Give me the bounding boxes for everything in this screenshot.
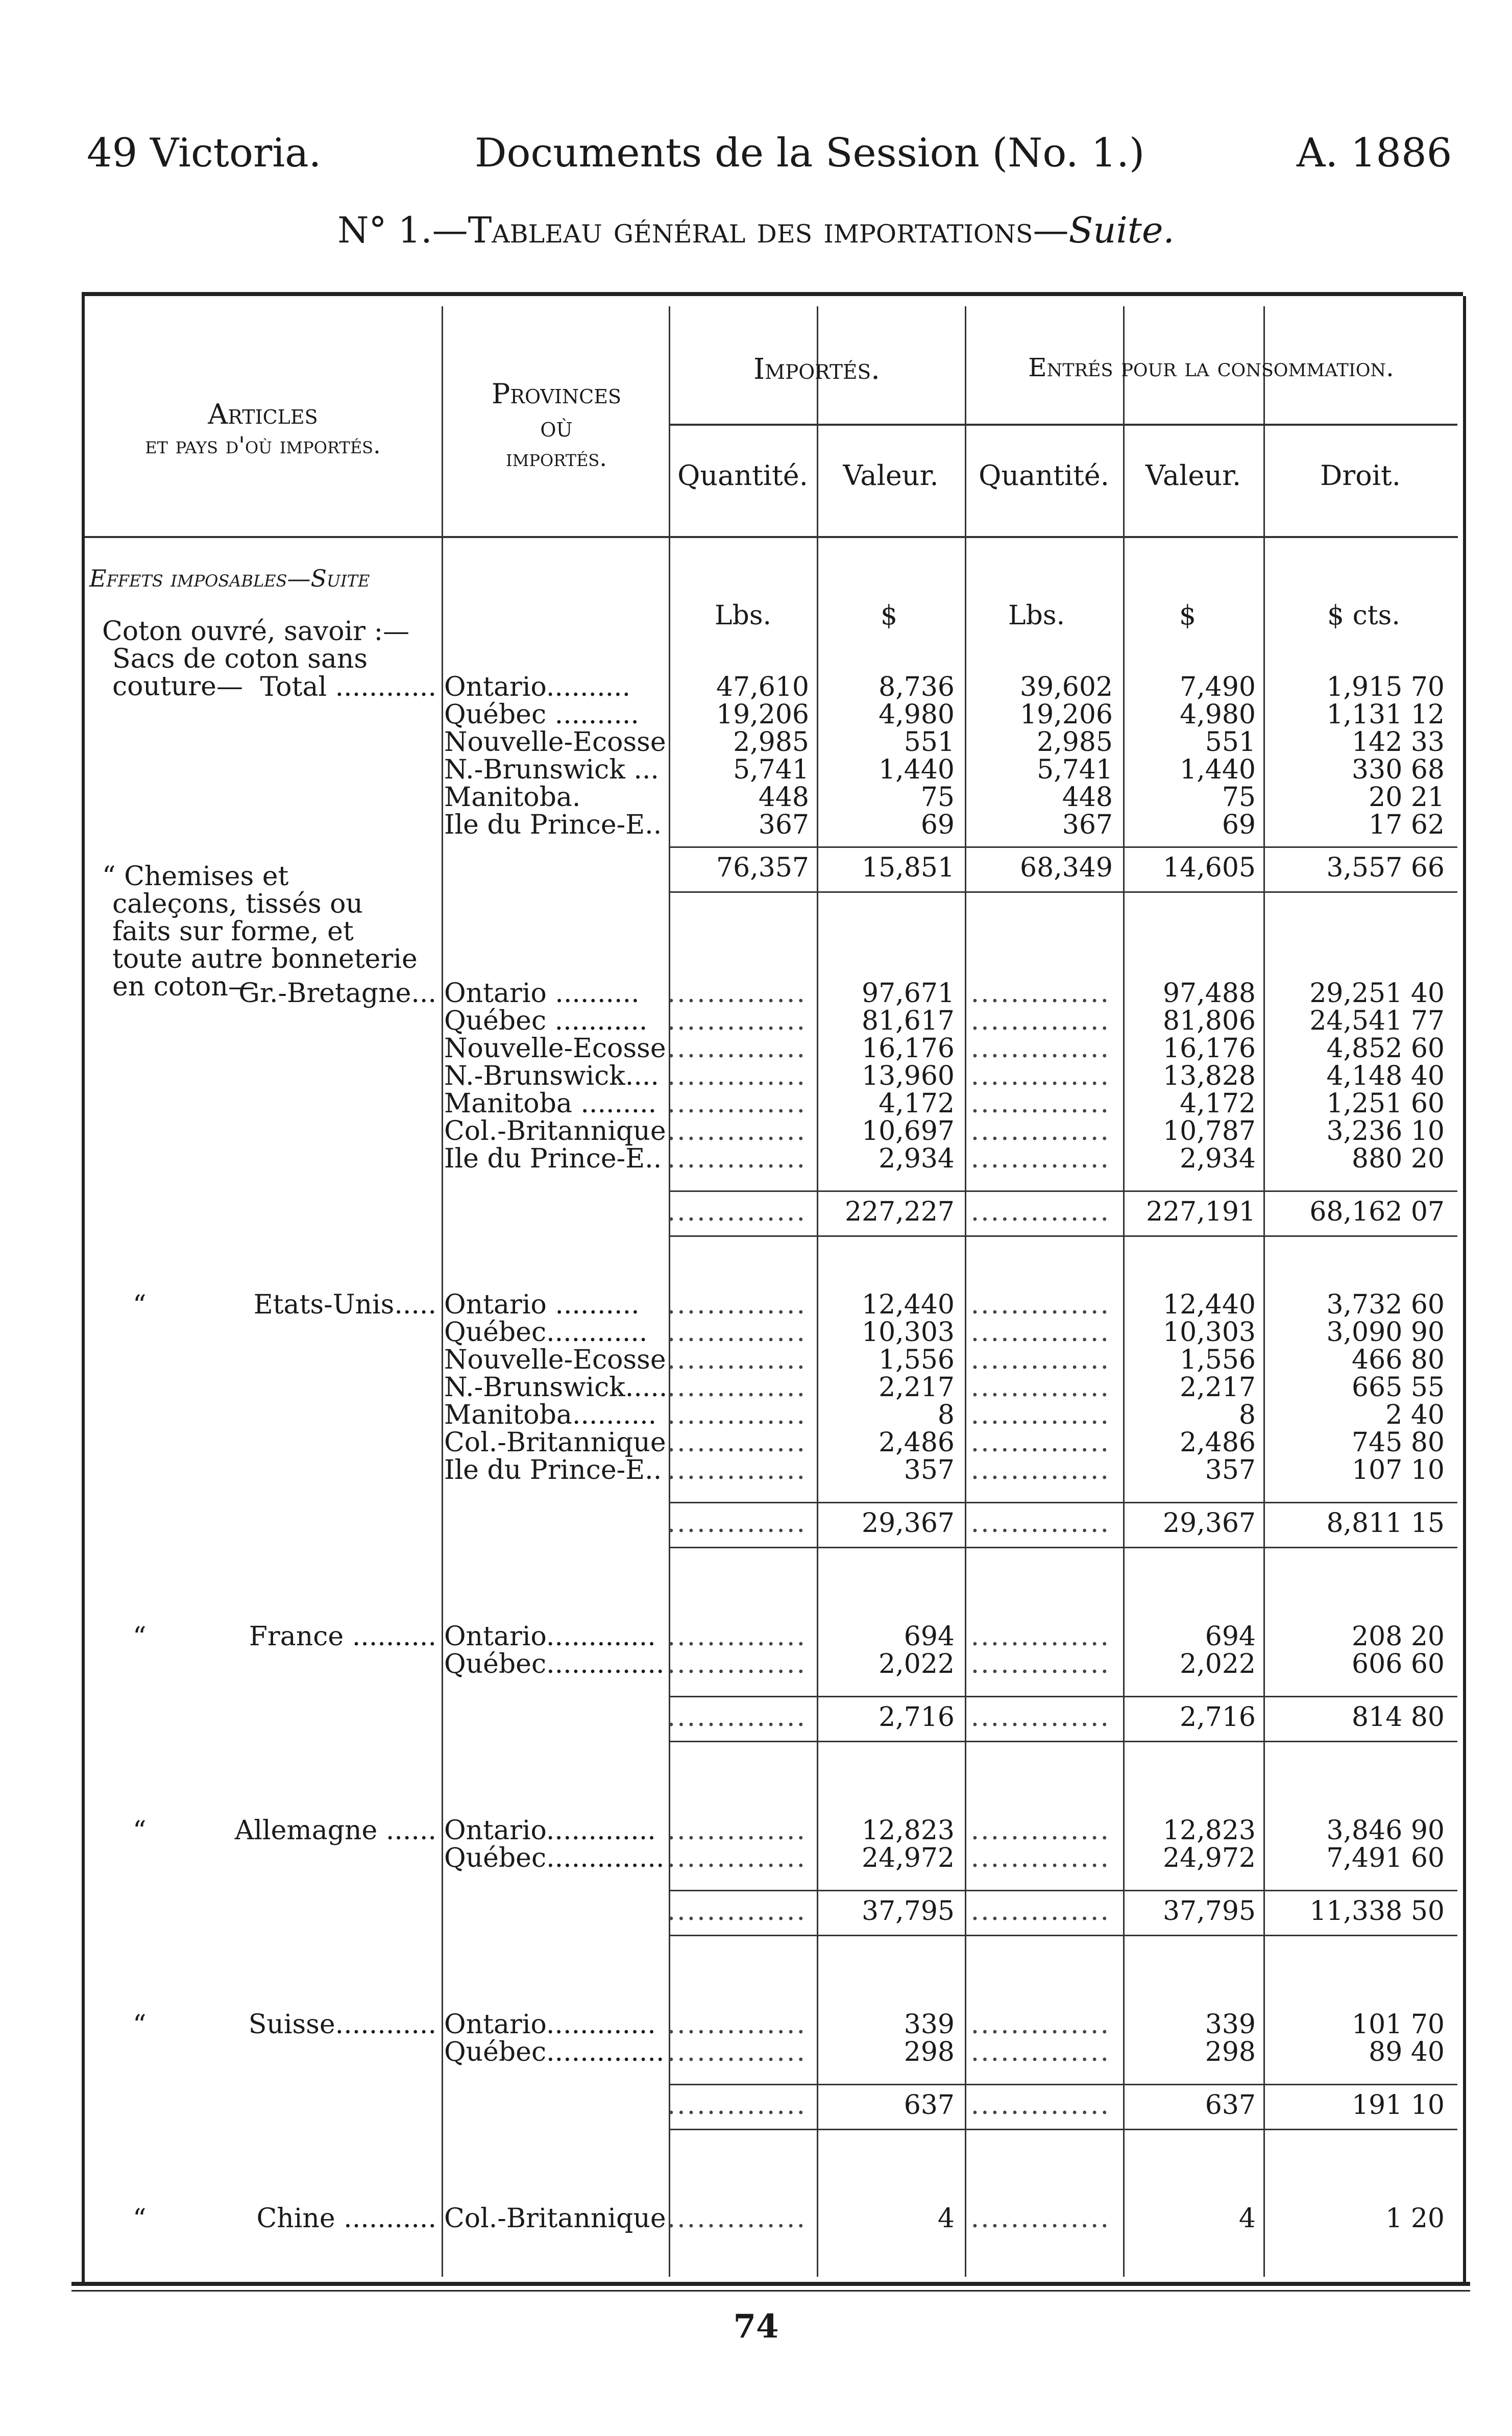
table-cell-q2: .............. [970, 2009, 1110, 2040]
col-header-provinces: Provinces où importés. [492, 378, 621, 472]
total-cell-v: 227,227 [844, 1197, 955, 1227]
province-name: Ile du Prince-E.. [444, 810, 662, 840]
province-name: Québec ........... [444, 1006, 648, 1036]
table-cell-q: .............. [667, 1116, 807, 1147]
table-cell-q: .............. [667, 1289, 807, 1320]
country-label: Suisse............ [248, 2009, 436, 2040]
total-cell-v2: 14,605 [1163, 852, 1256, 883]
table-cell-q2: .............. [970, 1843, 1110, 1873]
total-cell-v2: 37,795 [1163, 1896, 1256, 1927]
col-divider-1 [442, 306, 443, 2277]
table-cell-d: 3,846 90 [1326, 1815, 1445, 1846]
total-cell-q: .............. [667, 2090, 807, 2121]
province-name: Québec .......... [444, 699, 639, 730]
table-cell-v2: 357 [1205, 1455, 1256, 1485]
col-header-imported: Importés. [753, 353, 880, 386]
table-cell-v2: 551 [1205, 727, 1256, 758]
table-cell-v: 24,972 [862, 1843, 955, 1873]
total-cell-v: 29,367 [862, 1508, 955, 1539]
table-cell-q2: 448 [1062, 782, 1113, 813]
table-cell-q: .............. [667, 1372, 807, 1403]
total-top-rule [669, 1890, 1457, 1891]
unit-lbs: Lbs. [715, 600, 772, 631]
table-cell-v: 2,022 [879, 1649, 955, 1679]
table-cell-v: 1,556 [879, 1345, 955, 1375]
table-cell-d: 142 33 [1352, 727, 1445, 758]
total-bottom-rule [669, 1741, 1457, 1742]
table-cell-d: 3,236 10 [1326, 1116, 1445, 1147]
page-title [0, 209, 1512, 251]
col-divider-4 [965, 306, 966, 2277]
table-cell-q: .............. [667, 1345, 807, 1375]
total-cell-d: 8,811 15 [1326, 1508, 1445, 1539]
table-cell-q2: .............. [970, 1116, 1110, 1147]
province-name: Manitoba. [444, 782, 581, 813]
table-cell-d: 3,090 90 [1326, 1317, 1445, 1348]
unit-dollar: $ [881, 600, 898, 631]
table-cell-v2: 10,303 [1163, 1317, 1256, 1348]
total-top-rule [669, 1502, 1457, 1503]
table-cell-q2: .............. [970, 1649, 1110, 1679]
table-cell-d: 1,915 70 [1326, 672, 1445, 702]
table-cell-v: 2,486 [879, 1427, 955, 1458]
total-cell-q: .............. [667, 1508, 807, 1539]
table-cell-v: 4 [937, 2203, 955, 2234]
table-cell-q2: .............. [970, 1317, 1110, 1348]
header-bottom-rule [85, 536, 1458, 538]
article-ditto: “ [133, 2204, 147, 2234]
table-cell-q: .............. [667, 1143, 807, 1174]
table-cell-q: .............. [667, 1061, 807, 1091]
table-cell-q: .............. [667, 1317, 807, 1348]
table-cell-v: 694 [904, 1621, 955, 1652]
table-cell-q2: .............. [970, 1143, 1110, 1174]
header-center: Documents de la Session (No. 1.) [475, 130, 1145, 176]
table-cell-v2: 7,490 [1180, 672, 1256, 702]
province-name: Nouvelle-Ecosse [444, 1033, 666, 1064]
total-top-rule [669, 1190, 1457, 1192]
table-cell-v: 10,303 [862, 1317, 955, 1348]
table-cell-q: .............. [667, 1649, 807, 1679]
total-bottom-rule [669, 2129, 1457, 2130]
province-name: Ontario............. [444, 2009, 656, 2040]
table-cell-v2: 2,217 [1180, 1372, 1256, 1403]
table-cell-q: .............. [667, 1843, 807, 1873]
table-cell-q: .............. [667, 2037, 807, 2067]
table-cell-v: 339 [904, 2009, 955, 2040]
table-top-rule [82, 292, 1463, 296]
total-cell-q2: .............. [970, 1197, 1110, 1227]
table-cell-q: 2,985 [733, 727, 809, 758]
table-cell-v2: 339 [1205, 2009, 1256, 2040]
table-cell-q2: .............. [970, 1061, 1110, 1091]
province-name: Manitoba ......... [444, 1088, 657, 1119]
province-name: N.-Brunswick..... [444, 1372, 668, 1403]
table-cell-q: .............. [667, 1006, 807, 1036]
table-cell-v: 12,440 [862, 1289, 955, 1320]
col-header-qty2: Quantité. [979, 459, 1109, 492]
province-name: Ontario .......... [444, 978, 640, 1009]
total-bottom-rule [669, 891, 1457, 893]
table-cell-q2: .............. [970, 1088, 1110, 1119]
table-cell-v2: 2,934 [1180, 1143, 1256, 1174]
article-label: Coton ouvré, savoir :— Sacs de coton sans couture— [102, 616, 410, 702]
table-cell-q: 367 [758, 810, 809, 840]
province-name: Québec.............. [444, 2037, 665, 2067]
table-cell-v: 97,671 [862, 978, 955, 1009]
total-cell-q2: .............. [970, 2090, 1110, 2121]
table-cell-v2: 1,440 [1180, 754, 1256, 785]
header-subrule [669, 424, 1457, 426]
province-name: Québec.............. [444, 1649, 665, 1679]
header-right: A. 1886 [1297, 130, 1452, 176]
table-cell-v2: 81,806 [1163, 1006, 1256, 1036]
table-cell-v: 75 [920, 782, 955, 813]
total-top-rule [669, 1696, 1457, 1697]
table-cell-q: .............. [667, 2009, 807, 2040]
table-cell-q2: .............. [970, 1372, 1110, 1403]
table-cell-v2: 1,556 [1180, 1345, 1256, 1375]
table-cell-q: .............. [667, 1815, 807, 1846]
total-top-rule [669, 846, 1457, 848]
col-divider-6 [1263, 306, 1265, 2277]
total-cell-v: 637 [904, 2090, 955, 2121]
total-bottom-rule [669, 1547, 1457, 1548]
table-cell-q2: .............. [970, 1427, 1110, 1458]
province-name: Ile du Prince-E.. [444, 1143, 662, 1174]
province-name: Ontario............. [444, 1815, 656, 1846]
table-cell-v2: 75 [1222, 782, 1256, 813]
province-name: Ontario.......... [444, 672, 631, 702]
table-cell-v2: 2,022 [1180, 1649, 1256, 1679]
table-cell-q2: .............. [970, 2203, 1110, 2234]
table-cell-d: 20 21 [1369, 782, 1445, 813]
total-cell-d: 11,338 50 [1309, 1896, 1445, 1927]
table-bottom-rule [71, 2282, 1470, 2286]
province-name: Col.-Britannique [444, 1427, 666, 1458]
total-cell-q2: 68,349 [1020, 852, 1113, 883]
province-name: N.-Brunswick ... [444, 754, 659, 785]
table-cell-q2: 39,602 [1020, 672, 1113, 702]
total-cell-v2: 2,716 [1180, 1702, 1256, 1733]
total-cell-d: 68,162 07 [1309, 1197, 1445, 1227]
table-cell-q2: .............. [970, 2037, 1110, 2067]
table-cell-v2: 13,828 [1163, 1061, 1256, 1091]
table-cell-v2: 694 [1205, 1621, 1256, 1652]
province-name: Québec.............. [444, 1843, 665, 1873]
article-ditto: “ [133, 1816, 147, 1846]
table-cell-v: 13,960 [862, 1061, 955, 1091]
table-cell-q2: .............. [970, 1455, 1110, 1485]
total-cell-d: 191 10 [1352, 2090, 1445, 2121]
table-cell-q: 448 [758, 782, 809, 813]
table-cell-v2: 4 [1238, 2203, 1256, 2234]
total-cell-d: 3,557 66 [1326, 852, 1445, 883]
table-cell-v: 357 [904, 1455, 955, 1485]
table-cell-q: 5,741 [733, 754, 809, 785]
table-cell-d: 665 55 [1352, 1372, 1445, 1403]
table-cell-d: 1,131 12 [1326, 699, 1445, 730]
table-cell-q: 19,206 [716, 699, 809, 730]
province-name: Col.-Britannique [444, 1116, 666, 1147]
table-cell-d: 330 68 [1352, 754, 1445, 785]
province-name: Nouvelle-Ecosse [444, 727, 666, 758]
table-cell-v: 2,934 [879, 1143, 955, 1174]
table-cell-v: 16,176 [862, 1033, 955, 1064]
total-cell-v: 15,851 [862, 852, 955, 883]
table-cell-q: .............. [667, 1621, 807, 1652]
table-cell-d: 89 40 [1369, 2037, 1445, 2067]
page-number: 74 [733, 2307, 779, 2346]
table-cell-v2: 4,980 [1180, 699, 1256, 730]
total-cell-q: 76,357 [716, 852, 809, 883]
table-cell-q: .............. [667, 1400, 807, 1430]
country-label: Gr.-Bretagne... [238, 978, 436, 1009]
table-cell-v2: 24,972 [1163, 1843, 1256, 1873]
total-cell-v2: 227,191 [1145, 1197, 1256, 1227]
table-cell-v2: 12,440 [1163, 1289, 1256, 1320]
table-cell-v: 12,823 [862, 1815, 955, 1846]
country-label: Total ............ [260, 672, 436, 702]
table-cell-d: 745 80 [1352, 1427, 1445, 1458]
table-cell-q: 47,610 [716, 672, 809, 702]
table-cell-d: 24,541 77 [1309, 1006, 1445, 1036]
col-header-qty: Quantité. [677, 459, 808, 492]
province-name: Col.-Britannique [444, 2203, 666, 2234]
country-label: France .......... [249, 1621, 436, 1652]
table-cell-q2: .............. [970, 978, 1110, 1009]
total-cell-q2: .............. [970, 1702, 1110, 1733]
total-cell-q2: .............. [970, 1508, 1110, 1539]
table-cell-v: 4,172 [879, 1088, 955, 1119]
province-name: Ile du Prince-E.. [444, 1455, 662, 1485]
table-cell-d: 880 20 [1352, 1143, 1445, 1174]
table-cell-q2: 5,741 [1037, 754, 1113, 785]
table-cell-q2: 367 [1062, 810, 1113, 840]
country-label: Etats-Unis..... [253, 1289, 436, 1320]
col-header-entered: Entrés pour la consommation. [1028, 353, 1394, 382]
table-cell-v: 8,736 [879, 672, 955, 702]
total-cell-v: 2,716 [879, 1702, 955, 1733]
col-header-value2: Valeur. [1145, 459, 1241, 492]
table-cell-v2: 97,488 [1163, 978, 1256, 1009]
table-cell-v: 81,617 [862, 1006, 955, 1036]
table-cell-v2: 4,172 [1180, 1088, 1256, 1119]
table-cell-q2: .............. [970, 1400, 1110, 1430]
table-cell-v: 298 [904, 2037, 955, 2067]
table-cell-v2: 2,486 [1180, 1427, 1256, 1458]
table-cell-d: 107 10 [1352, 1455, 1445, 1485]
table-cell-q: .............. [667, 1455, 807, 1485]
article-ditto: “ [133, 1622, 147, 1652]
unit-cts: $ cts. [1327, 600, 1400, 631]
table-frame [82, 296, 1466, 2282]
unit-dollar2: $ [1179, 600, 1197, 631]
col-header-value: Valeur. [843, 459, 939, 492]
table-cell-d: 101 70 [1352, 2009, 1445, 2040]
table-cell-v: 10,697 [862, 1116, 955, 1147]
total-cell-q2: .............. [970, 1896, 1110, 1927]
total-top-rule [669, 2084, 1457, 2085]
province-name: Manitoba.......... [444, 1400, 657, 1430]
table-cell-q: .............. [667, 1088, 807, 1119]
total-cell-d: 814 80 [1352, 1702, 1445, 1733]
province-name: N.-Brunswick.... [444, 1061, 659, 1091]
table-cell-d: 4,148 40 [1326, 1061, 1445, 1091]
province-name: Nouvelle-Ecosse [444, 1345, 666, 1375]
total-bottom-rule [669, 1935, 1457, 1936]
table-cell-q2: .............. [970, 1621, 1110, 1652]
total-bottom-rule [669, 1235, 1457, 1237]
total-cell-v2: 637 [1205, 2090, 1256, 2121]
country-label: Allemagne ...... [234, 1815, 436, 1846]
total-cell-q: .............. [667, 1702, 807, 1733]
table-cell-q2: .............. [970, 1815, 1110, 1846]
country-label: Chine ........... [256, 2203, 436, 2234]
table-cell-q: .............. [667, 1427, 807, 1458]
table-cell-v2: 8 [1238, 1400, 1256, 1430]
table-cell-d: 466 80 [1352, 1345, 1445, 1375]
table-cell-q2: .............. [970, 1345, 1110, 1375]
table-cell-q2: .............. [970, 1033, 1110, 1064]
col-header-articles: Articles et pays d'où importés. [145, 398, 381, 459]
title-main: Tableau général des importations— [468, 209, 1069, 251]
province-name: Ontario .......... [444, 1289, 640, 1320]
table-cell-d: 208 20 [1352, 1621, 1445, 1652]
table-cell-q2: 19,206 [1020, 699, 1113, 730]
table-cell-d: 1,251 60 [1326, 1088, 1445, 1119]
table-cell-d: 17 62 [1369, 810, 1445, 840]
total-cell-q: .............. [667, 1197, 807, 1227]
table-cell-v2: 12,823 [1163, 1815, 1256, 1846]
table-cell-v: 1,440 [879, 754, 955, 785]
table-cell-d: 3,732 60 [1326, 1289, 1445, 1320]
total-cell-v2: 29,367 [1163, 1508, 1256, 1539]
table-cell-d: 4,852 60 [1326, 1033, 1445, 1064]
total-cell-v: 37,795 [862, 1896, 955, 1927]
title-suffix: Suite. [1068, 209, 1175, 251]
table-cell-v: 4,980 [879, 699, 955, 730]
table-cell-d: 2 40 [1385, 1400, 1445, 1430]
section-title: Effets imposables—Suite [89, 565, 370, 592]
table-cell-d: 606 60 [1352, 1649, 1445, 1679]
col-header-duty: Droit. [1320, 459, 1401, 492]
table-cell-d: 7,491 60 [1326, 1843, 1445, 1873]
table-cell-d: 29,251 40 [1309, 978, 1445, 1009]
table-cell-q2: .............. [970, 1289, 1110, 1320]
unit-lbs2: Lbs. [1008, 600, 1065, 631]
table-cell-v2: 10,787 [1163, 1116, 1256, 1147]
table-cell-q2: .............. [970, 1006, 1110, 1036]
header-left: 49 Victoria. [87, 130, 322, 176]
province-name: Québec............ [444, 1317, 648, 1348]
article-ditto: “ [133, 1290, 147, 1321]
table-cell-v: 551 [904, 727, 955, 758]
table-cell-q: .............. [667, 978, 807, 1009]
table-cell-v2: 69 [1222, 810, 1256, 840]
title-prefix: N° 1.— [337, 209, 468, 251]
table-cell-q: .............. [667, 2203, 807, 2234]
province-name: Ontario............. [444, 1621, 656, 1652]
table-cell-d: 1 20 [1385, 2203, 1445, 2234]
table-cell-q2: 2,985 [1037, 727, 1113, 758]
article-ditto: “ [133, 2010, 147, 2040]
table-cell-v: 2,217 [879, 1372, 955, 1403]
table-cell-q: .............. [667, 1033, 807, 1064]
table-bottom-rule-thin [71, 2290, 1470, 2292]
total-cell-q: .............. [667, 1896, 807, 1927]
table-cell-v2: 16,176 [1163, 1033, 1256, 1064]
article-label: “ Chemises et caleçons, tissés ou faits sur forme, et toute autre bonneterie en coton— [102, 861, 418, 1002]
table-cell-v2: 298 [1205, 2037, 1256, 2067]
table-cell-v: 8 [937, 1400, 955, 1430]
table-cell-v: 69 [920, 810, 955, 840]
